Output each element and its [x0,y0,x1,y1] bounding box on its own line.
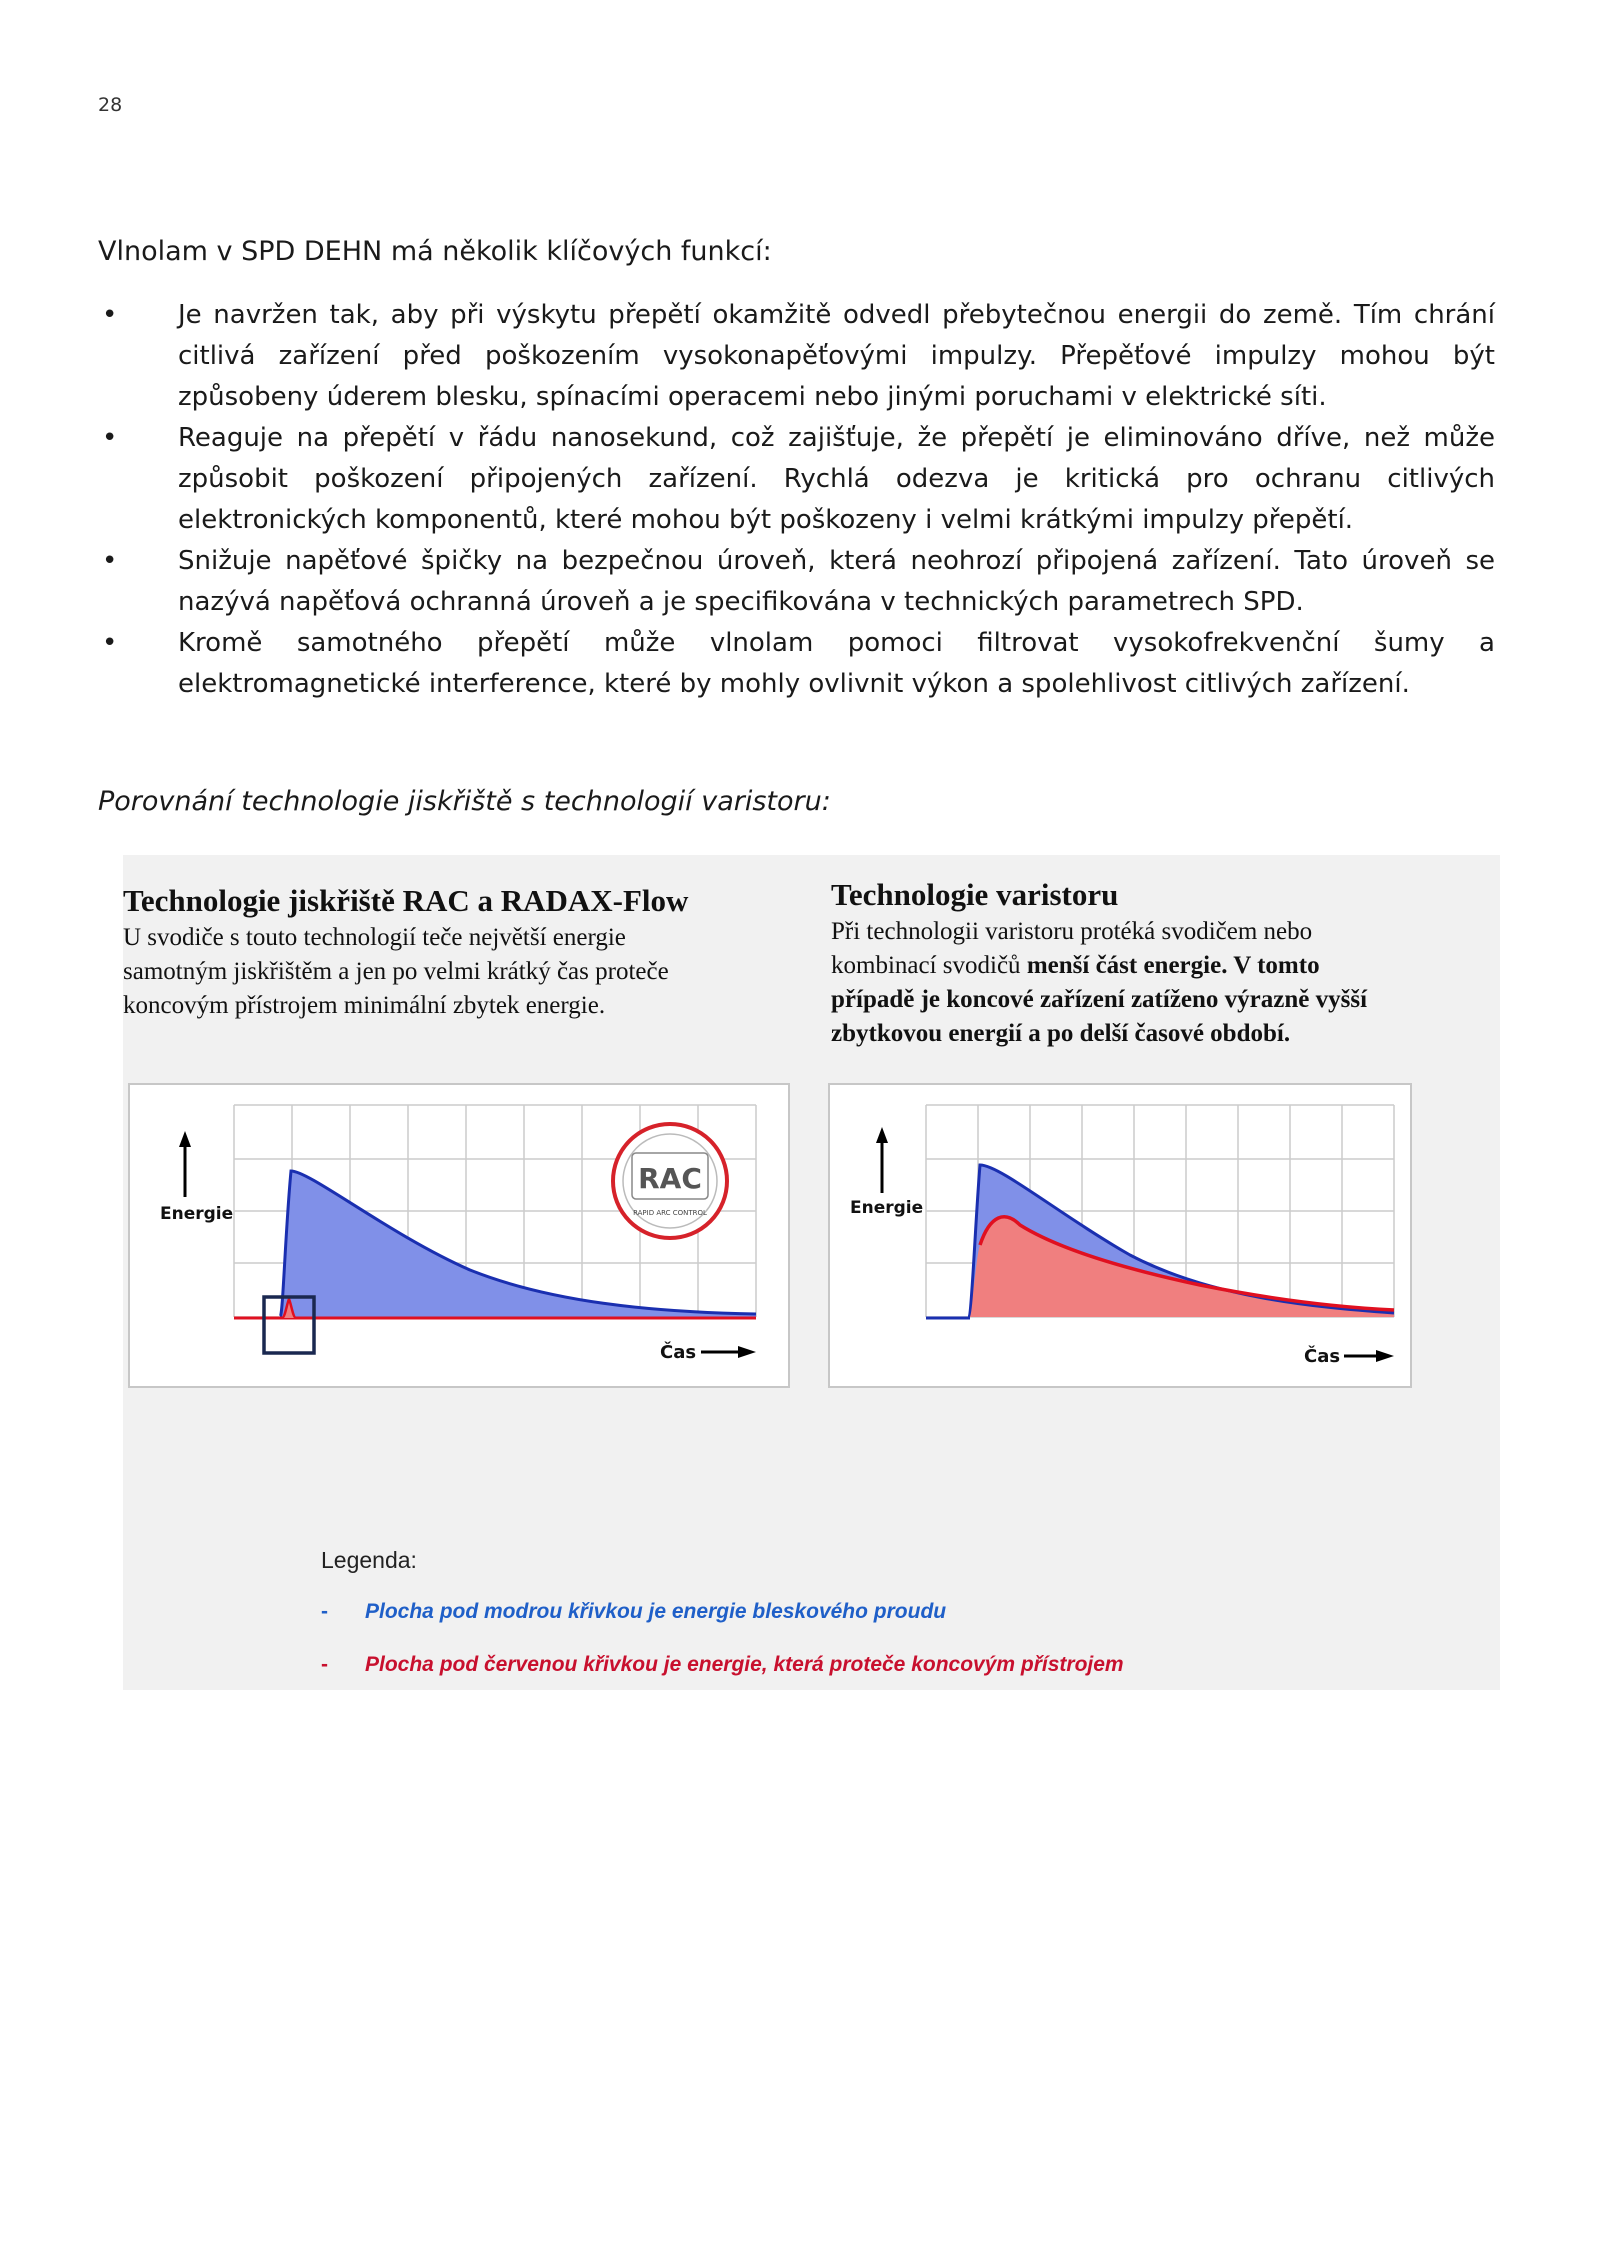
left-desc-line: koncovým přístrojem minimální zbytek energie. [123,992,606,1019]
list-item [98,623,1495,705]
right-desc-line: případě je koncové zařízení zatíženo výrazně vyšší [831,986,1368,1013]
x-axis-arrow-icon [701,1346,756,1358]
rac-badge-subtext: RAPID ARC CONTROL [633,1209,707,1217]
left-energy-diagram [128,1083,790,1388]
right-desc-bold: menší část energie. V tomto [1026,952,1320,979]
left-panel-title: Technologie jiskřiště RAC a RADAX-Flow [123,883,689,918]
bullet-icon: • [102,423,118,453]
left-desc-line: samotným jiskřištěm a jen po velmi krátký čas proteče [123,958,669,985]
comparison-figure [123,855,1500,1690]
bullet-icon: • [102,628,118,658]
right-x-axis-label: Čas [1304,1346,1341,1367]
left-diagram-graphic [130,1085,788,1386]
left-panel-description [123,921,669,1023]
list-item-text: Kromě samotného přepětí může vlnolam pomoci filtrovat vysokofrekvenční šumy a elektromagnetické interference, které by mohly ovlivnit výkon a spolehlivost citlivých zařízení. [178,628,1495,699]
bullet-icon: • [102,546,118,576]
rac-badge-text: RAC [638,1162,702,1195]
legend-dash: - [321,1600,328,1623]
list-item [98,541,1495,623]
right-panel-title: Technologie varistoru [831,877,1119,912]
right-desc-normal: kombinací svodičů [831,952,1027,979]
figure-caption: Porovnání technologie jiskřiště s technologií varistoru: [98,786,831,817]
rac-badge-icon [613,1124,727,1238]
right-desc-line: Při technologii varistoru protéká svodičem nebo [831,918,1313,945]
y-axis-arrow-icon [179,1131,191,1197]
list-item-text: Snižuje napěťové špičky na bezpečnou úroveň, která neohrozí připojená zařízení. Tato úroveň se nazývá napěťová ochranná úroveň a je specifikována v technických parametrech SPD. [178,546,1495,617]
left-y-axis-label: Energie [160,1204,234,1224]
bullet-icon: • [102,300,118,330]
intro-text: Vlnolam v SPD DEHN má několik klíčových funkcí: [98,236,772,267]
legend-item-text: Plocha pod červenou křivkou je energie, která proteče koncovým přístrojem [365,1653,1124,1676]
legend-dash: - [321,1653,328,1676]
list-item [98,295,1495,418]
x-axis-arrow-icon [1344,1350,1394,1362]
left-desc-line: U svodiče s touto technologií teče největší energie [123,924,626,951]
list-item [98,418,1495,541]
right-desc-line [831,949,1367,983]
right-diagram-graphic [830,1085,1410,1386]
function-list [98,295,1495,705]
right-panel-description [831,915,1367,1051]
page-number: 28 [98,94,123,116]
right-desc-line: zbytkovou energií a po delší časové období. [831,1020,1291,1047]
left-x-axis-label: Čas [660,1342,697,1363]
legend-title: Legenda: [321,1547,417,1573]
list-item-text: Reaguje na přepětí v řádu nanosekund, což zajišťuje, že přepětí je eliminováno dříve, než může způsobit poškození připojených zařízení. Rychlá odezva je kritická pro ochranu citlivých elektronických komponentů, které mohou být poškozeny i velmi krátkými impulzy přepětí. [178,423,1495,535]
right-y-axis-label: Energie [850,1198,924,1218]
right-energy-diagram [828,1083,1412,1388]
list-item-text: Je navržen tak, aby při výskytu přepětí okamžitě odvedl přebytečnou energii do země. Tím chrání citlivá zařízení před poškozením vysokonapěťovými impulzy. Přepěťové impulzy mohou být způsobeny úderem blesku, spínacími operacemi nebo jinými poruchami v elektrické síti. [178,300,1495,412]
legend-item-lightning [321,1600,946,1624]
legend-item-device [321,1653,1124,1677]
legend-item-text: Plocha pod modrou křivkou je energie bleskového proudu [365,1600,947,1623]
y-axis-arrow-icon [876,1127,888,1193]
